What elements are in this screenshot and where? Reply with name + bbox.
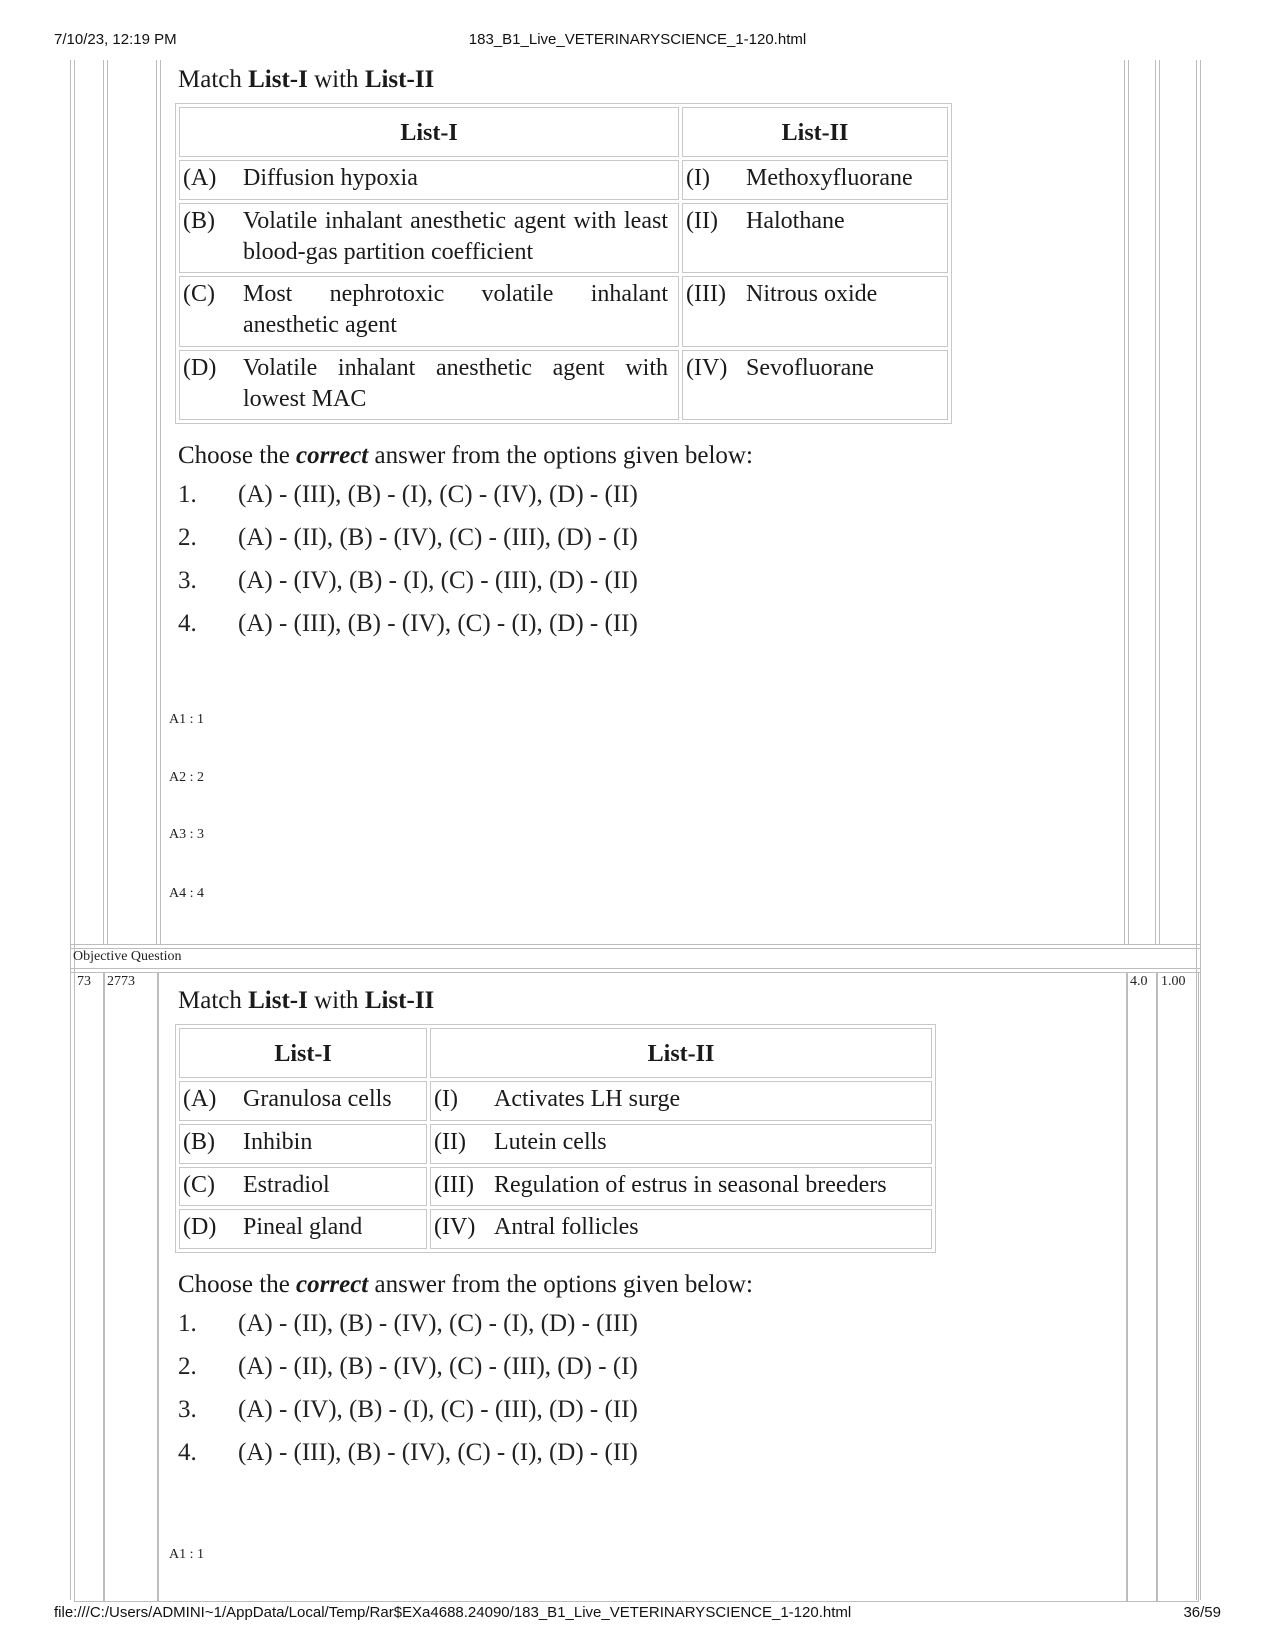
grid-line xyxy=(156,60,157,945)
table-row: (C) Estradiol (III) Regulation of estrus in seasonal breeders xyxy=(179,1167,932,1207)
question-id: 2773 xyxy=(107,974,135,989)
marks-cell xyxy=(1127,972,1157,1602)
column-header-list-1: List-I xyxy=(179,107,679,158)
table-row: (C) Most nephrotoxic volatile inhalant anesthetic agent (III) Nitrous oxide xyxy=(179,276,948,346)
grid-line xyxy=(70,948,1201,949)
option-4: 4. (A) - (III), (B) - (IV), (C) - (I), (D) - (II) xyxy=(178,609,638,637)
grid-line xyxy=(160,60,161,945)
id-cell xyxy=(104,972,158,1602)
question-marks: 4.0 xyxy=(1130,974,1148,989)
grid-line xyxy=(1159,60,1160,945)
choose-instruction: Choose the correct answer from the options given below: xyxy=(178,1271,753,1299)
answer-key-1: A1 : 1 xyxy=(169,1547,204,1562)
option-4: 4. (A) - (III), (B) - (IV), (C) - (I), (D) - (II) xyxy=(178,1438,638,1466)
table-row: (D) Volatile inhalant anesthetic agent with lowest MAC (IV) Sevofluorane xyxy=(179,350,948,420)
print-datetime: 7/10/23, 12:19 PM xyxy=(54,31,177,48)
option-2: 2. (A) - (II), (B) - (IV), (C) - (III), (D) - (I) xyxy=(178,523,638,551)
option-1: 1. (A) - (II), (B) - (IV), (C) - (I), (D) - (III) xyxy=(178,1309,638,1337)
table-row: (B) Inhibin (II) Lutein cells xyxy=(179,1124,932,1164)
answer-key-1: A1 : 1 xyxy=(169,712,204,727)
option-2: 2. (A) - (II), (B) - (IV), (C) - (III), (D) - (I) xyxy=(178,1352,638,1380)
grid-line xyxy=(103,60,104,945)
answer-key-3: A3 : 3 xyxy=(169,827,204,842)
section-label: Objective Question xyxy=(73,949,182,964)
question-1 xyxy=(178,64,952,651)
match-table xyxy=(175,1024,936,1254)
grid-line xyxy=(70,944,1201,945)
question-title: Match List-I with List-II xyxy=(178,66,435,93)
table-row: (A) Granulosa cells (I) Activates LH surge xyxy=(179,1081,932,1121)
option-3: 3. (A) - (IV), (B) - (I), (C) - (III), (D) - (II) xyxy=(178,1395,638,1423)
column-header-list-2: List-II xyxy=(430,1028,932,1079)
grid-line xyxy=(1128,60,1129,945)
question-2 xyxy=(178,985,936,1480)
table-row: (D) Pineal gland (IV) Antral follicles xyxy=(179,1209,932,1249)
table-row: (A) Diffusion hypoxia (I) Methoxyfluorane xyxy=(179,160,948,200)
column-header-list-1: List-I xyxy=(179,1028,427,1079)
question-serial: 73 xyxy=(77,974,91,989)
serial-cell xyxy=(74,972,104,1602)
table-row: (B) Volatile inhalant anesthetic agent with least blood-gas partition coefficient (II) Halothane xyxy=(179,203,948,273)
question-title: Match List-I with List-II xyxy=(178,987,435,1014)
option-3: 3. (A) - (IV), (B) - (I), (C) - (III), (D) - (II) xyxy=(178,566,638,594)
option-1: 1. (A) - (III), (B) - (I), (C) - (IV), (D) - (II) xyxy=(178,480,638,508)
print-title: 183_B1_Live_VETERINARYSCIENCE_1-120.html xyxy=(468,31,807,48)
grid-line xyxy=(1124,60,1125,945)
grid-line xyxy=(70,968,1201,969)
grid-line xyxy=(107,60,108,945)
match-table xyxy=(175,103,952,425)
grid-line xyxy=(1200,60,1201,1600)
column-header-list-2: List-II xyxy=(682,107,948,158)
grid-line xyxy=(70,60,71,1600)
page-number: 36/59 xyxy=(1183,1604,1221,1621)
choose-instruction: Choose the correct answer from the options given below: xyxy=(178,442,753,470)
negative-marks-cell xyxy=(1157,972,1199,1602)
grid-line xyxy=(1155,60,1156,945)
question-negative-marks: 1.00 xyxy=(1161,974,1186,989)
print-file-path: file:///C:/Users/ADMINI~1/AppData/Local/Temp/Rar$EXa4688.24090/183_B1_Live_VETERINARYSCIENCE_1-120.html xyxy=(54,1604,852,1621)
answer-key-2: A2 : 2 xyxy=(169,770,204,785)
answer-key-4: A4 : 4 xyxy=(169,886,204,901)
